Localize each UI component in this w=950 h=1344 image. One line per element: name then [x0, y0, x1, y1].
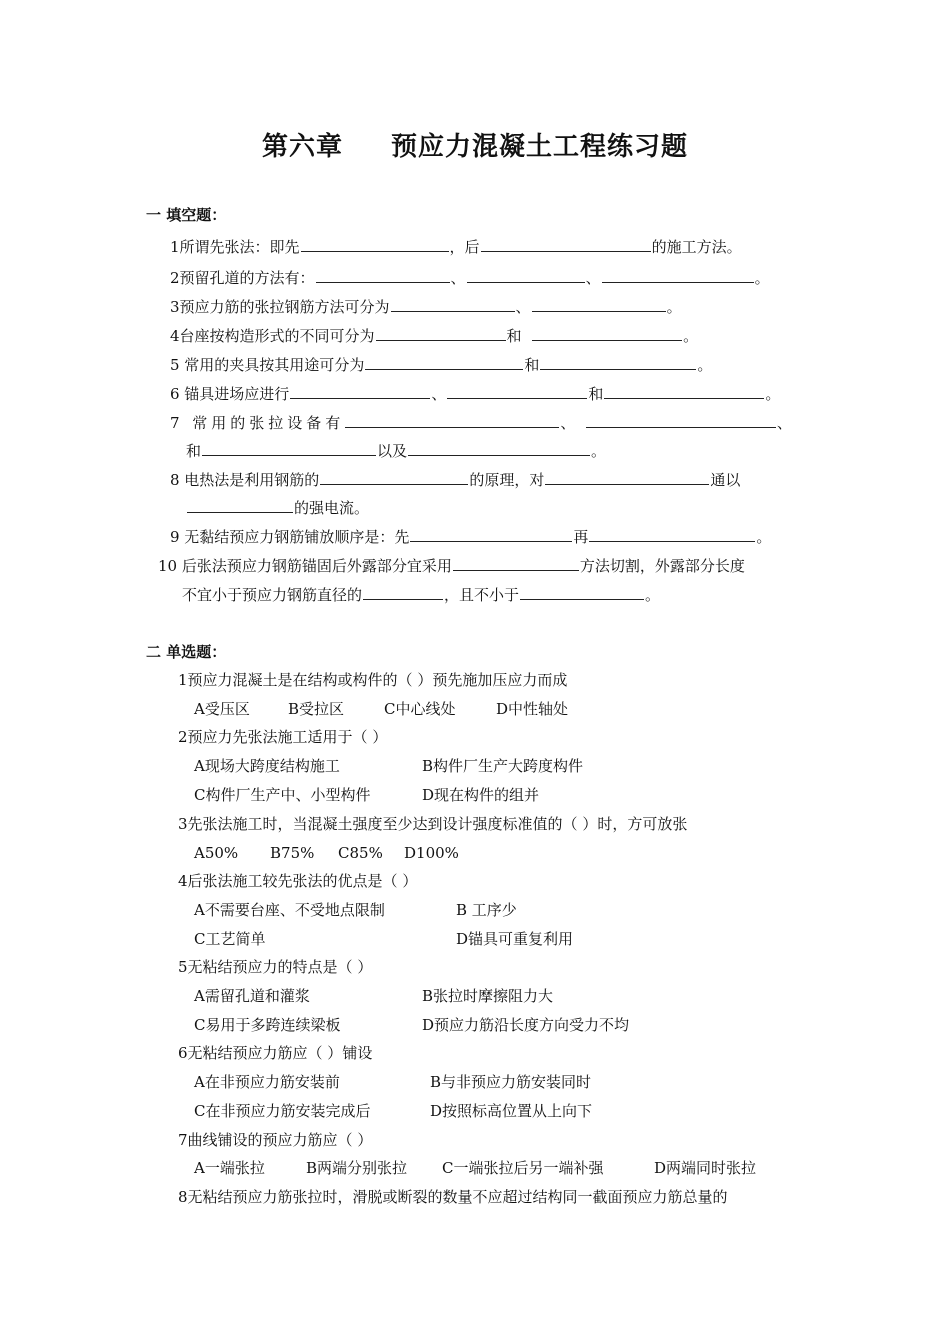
- choice-question-4-options-row1: [194, 900, 517, 920]
- answer-blank: [532, 296, 666, 312]
- answer-blank: [453, 555, 579, 571]
- fill-question-2: 2预留孔道的方法有： 、 、 。: [170, 269, 770, 287]
- answer-blank: [187, 497, 293, 513]
- fill-question-6: 6 锚具进场应进行 、 和 。: [170, 385, 781, 403]
- option-d: D预应力筋沿长度方向受力不均: [422, 1016, 630, 1034]
- answer-blank: [467, 267, 585, 283]
- option-d: D现在构件的组并: [422, 786, 540, 804]
- choice-question-6-options-row2: [194, 1101, 592, 1121]
- answer-blank: [481, 236, 651, 252]
- choice-question-8: 8无粘结预应力筋张拉时，滑脱或断裂的数量不应超过结构同一截面预应力筋总量的: [178, 1188, 728, 1206]
- option-c: C中心线处: [384, 700, 456, 718]
- option-d: D锚具可重复利用: [456, 930, 574, 948]
- page-title: [0, 126, 950, 163]
- answer-blank: [408, 440, 590, 456]
- choice-question-3-options: [194, 843, 459, 863]
- answer-blank: [545, 469, 709, 485]
- choice-question-4-options-row2: [194, 929, 573, 949]
- answer-blank: [410, 526, 572, 542]
- chapter-name: 预应力混凝土工程练习题: [391, 132, 689, 162]
- answer-blank: [540, 354, 696, 370]
- fill-question-8-cont: 的强电流。: [186, 497, 369, 518]
- chapter-label: 第六章: [261, 132, 343, 162]
- answer-blank: [345, 412, 559, 428]
- option-b: B75%: [270, 844, 315, 862]
- choice-question-6-options-row1: [194, 1072, 591, 1092]
- choice-question-3: 3先张法施工时，当混凝土强度至少达到设计强度标准值的（ ）时，方可放张: [178, 815, 688, 833]
- option-c: C构件厂生产中、小型构件: [194, 786, 371, 804]
- option-a: A不需要台座、不受地点限制: [194, 901, 385, 919]
- option-d: D中性轴处: [496, 700, 569, 718]
- fill-question-5: 5 常用的夹具按其用途可分为 和 。: [170, 356, 713, 374]
- fill-question-1: 1所谓先张法：即先 ，后 的施工方法。: [170, 238, 742, 256]
- option-b: B两端分别张拉: [306, 1159, 408, 1177]
- answer-blank: [365, 354, 523, 370]
- fill-question-3: 3预应力筋的张拉钢筋方法可分为 、 。: [170, 298, 682, 316]
- answer-blank: [376, 325, 506, 341]
- option-c: C工艺简单: [194, 930, 266, 948]
- option-b: B张拉时摩擦阻力大: [422, 987, 554, 1005]
- option-a: A在非预应力筋安装前: [194, 1073, 340, 1091]
- option-b: B 工序少: [456, 901, 517, 919]
- option-d: D按照标高位置从上向下: [430, 1102, 593, 1120]
- answer-blank: [532, 325, 682, 341]
- answer-blank: [391, 296, 515, 312]
- fill-question-9: 9 无黏结预应力钢筋铺放顺序是：先 再 。: [170, 528, 772, 546]
- answer-blank: [447, 383, 587, 399]
- choice-question-6: 6无粘结预应力筋应（ ）铺设: [178, 1044, 373, 1062]
- option-a: A一端张拉: [194, 1159, 265, 1177]
- choice-question-1: 1预应力混凝土是在结构或构件的（ ）预先施加压应力而成: [178, 671, 568, 689]
- answer-blank: [602, 267, 754, 283]
- choice-question-5-options-row2: [194, 1015, 629, 1035]
- option-c: C85%: [338, 844, 383, 862]
- answer-blank: [363, 584, 443, 600]
- choice-question-1-options: [194, 699, 568, 719]
- answer-blank: [520, 584, 644, 600]
- option-b: B构件厂生产大跨度构件: [422, 757, 584, 775]
- option-b: B与非预应力筋安装同时: [430, 1073, 592, 1091]
- fill-question-7: 7 常用的张拉设备有 、 、: [170, 414, 792, 432]
- answer-blank: [202, 440, 376, 456]
- fill-question-8: 8 电热法是利用钢筋的 的原理，对 通以: [170, 471, 741, 489]
- answer-blank: [604, 383, 764, 399]
- answer-blank: [316, 267, 450, 283]
- choice-question-2-options-row1: [194, 756, 583, 776]
- option-c: C一端张拉后另一端补强: [442, 1159, 604, 1177]
- answer-blank: [301, 236, 449, 252]
- fill-question-4: 4台座按构造形式的不同可分为 和 。: [170, 327, 699, 345]
- option-a: A现场大跨度结构施工: [194, 757, 340, 775]
- answer-blank: [320, 469, 468, 485]
- option-c: C在非预应力筋安装完成后: [194, 1102, 371, 1120]
- answer-blank: [586, 412, 776, 428]
- option-d: D两端同时张拉: [654, 1159, 757, 1177]
- choice-question-7: 7曲线铺设的预应力筋应（ ）: [178, 1131, 373, 1149]
- choice-question-2: 2预应力先张法施工适用于（ ）: [178, 728, 388, 746]
- answer-blank: [589, 526, 755, 542]
- option-a: A50%: [194, 844, 239, 862]
- section-single-choice-heading: 二 单选题：: [146, 643, 227, 661]
- answer-blank: [290, 383, 430, 399]
- option-a: A需留孔道和灌浆: [194, 987, 310, 1005]
- choice-question-5-options-row1: [194, 986, 553, 1006]
- fill-question-10-cont: 不宜小于预应力钢筋直径的 ，且不小于 。: [182, 586, 661, 604]
- choice-question-5: 5无粘结预应力的特点是（ ）: [178, 958, 373, 976]
- section-fill-blank-heading: 一 填空题：: [146, 206, 227, 224]
- choice-question-7-options: [194, 1158, 756, 1178]
- choice-question-4: 4后张法施工较先张法的优点是（ ）: [178, 872, 418, 890]
- option-a: A受压区: [194, 700, 250, 718]
- option-c: C易用于多跨连续梁板: [194, 1016, 341, 1034]
- fill-question-10: 10 后张法预应力钢筋锚固后外露部分宜采用 方法切割，外露部分长度: [158, 557, 745, 575]
- option-d: D100%: [404, 844, 459, 862]
- option-b: B受拉区: [288, 700, 345, 718]
- choice-question-2-options-row2: [194, 785, 539, 805]
- fill-question-7-cont: 和 以及 。: [186, 442, 607, 460]
